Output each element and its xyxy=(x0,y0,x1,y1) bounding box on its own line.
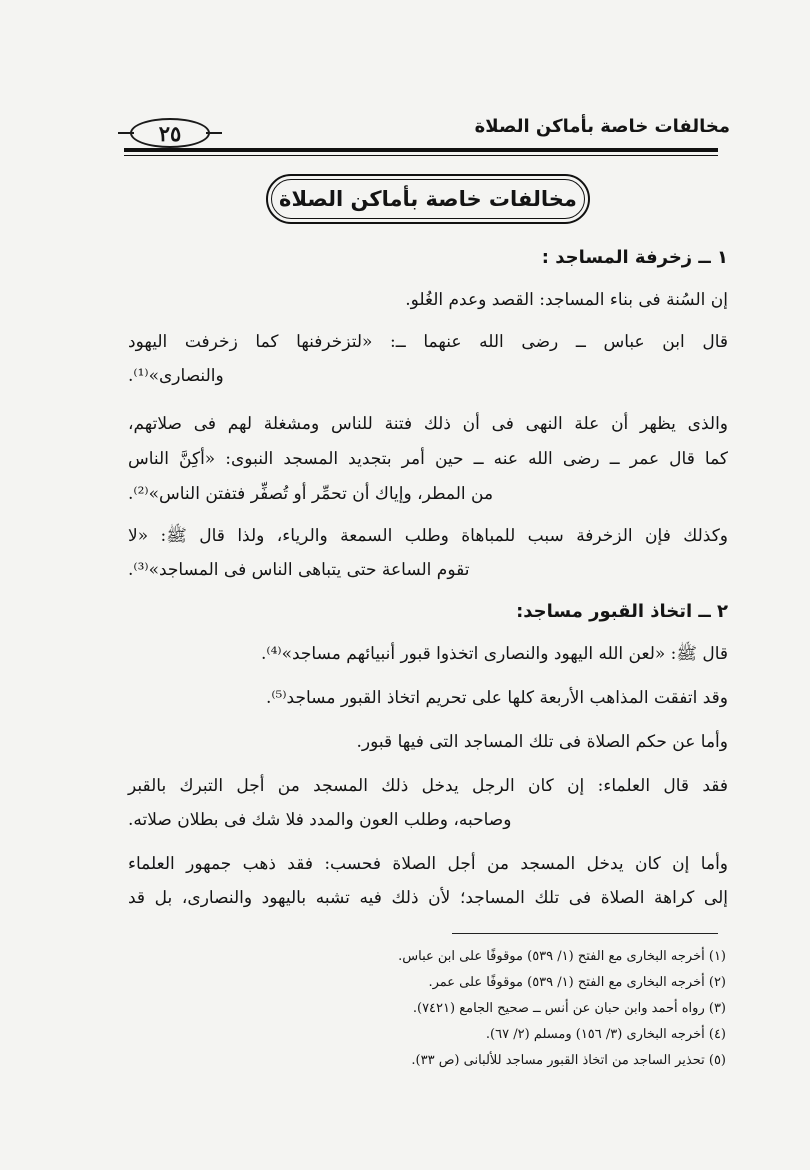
footnote: (٥) تحذير الساجد من اتخاذ القبور مساجد للألبانى (ص ٣٣). xyxy=(411,1053,726,1068)
page-number xyxy=(130,118,210,148)
paragraph-line: والنصارى»⁽¹⁾. xyxy=(128,366,224,386)
paragraph-line: قال ابن عباس ــ رضى الله عنهما ــ: «لتزخرفنها كما زخرفت اليهود xyxy=(128,332,728,352)
paragraph-line: وأما إن كان يدخل المسجد من أجل الصلاة فحسب: فقد ذهب جمهور العلماء xyxy=(128,854,728,874)
paragraph-line: وأما عن حكم الصلاة فى تلك المساجد التى فيها قبور. xyxy=(356,732,728,752)
paragraph-line: كما قال عمر ــ رضى الله عنه ــ حين أمر بتجديد المسجد النبوى: «أكِنَّ الناس xyxy=(128,449,728,469)
footnote: (٢) أخرجه البخارى مع الفتح (١/ ٥٣٩) موقوفًا على عمر. xyxy=(428,975,726,990)
paragraph-line: وصاحبه، وطلب العون والمدد فلا شك فى بطلان صلاته. xyxy=(128,810,512,830)
footnote: (٤) أخرجه البخارى (٣/ ١٥٦) ومسلم (٢/ ٦٧). xyxy=(485,1027,726,1042)
paragraph-line: إن السُنة فى بناء المساجد: القصد وعدم الغُلو. xyxy=(405,290,728,310)
page-number-text: ٢٥ xyxy=(158,120,182,146)
paragraph-line: تقوم الساعة حتى يتباهى الناس فى المساجد»⁽³⁾. xyxy=(128,560,470,580)
paragraph-line: من المطر، وإياك أن تحمِّر أو تُصفِّر فتفتن الناس»⁽²⁾. xyxy=(128,484,494,504)
footnote: (١) أخرجه البخارى مع الفتح (١/ ٥٣٩) موقوفًا على ابن عباس. xyxy=(398,949,726,964)
footnote-separator xyxy=(452,933,718,934)
paragraph-line: فقد قال العلماء: إن كان الرجل يدخل ذلك المسجد من أجل التبرك بالقبر xyxy=(128,776,728,796)
footnote: (٣) رواه أحمد وابن حبان عن أنس ــ صحيح الجامع (٧٤٢١). xyxy=(412,1001,726,1016)
header-rule-thick xyxy=(124,148,718,152)
running-header: مخالفات خاصة بأماكن الصلاة xyxy=(474,116,730,137)
chapter-title: مخالفات خاصة بأماكن الصلاة xyxy=(279,187,577,211)
section-heading-1: ١ ــ زخرفة المساجد : xyxy=(541,247,728,268)
paragraph-line: إلى كراهة الصلاة فى تلك المساجد؛ لأن ذلك فيه تشبه باليهود والنصارى، بل قد xyxy=(128,888,728,908)
header-rule-thin xyxy=(124,155,718,156)
paragraph-line: والذى يظهر أن علة النهى فى أن ذلك فتنة للناس ومشغلة لهم فى صلاتهم، xyxy=(128,414,728,434)
paragraph-line: قال ﷺ: «لعن الله اليهود والنصارى اتخذوا قبور أنبيائهم مساجد»⁽⁴⁾. xyxy=(260,644,728,664)
paragraph-line: وكذلك فإن الزخرفة سبب للمباهاة وطلب السمعة والرياء، ولذا قال ﷺ: «لا xyxy=(128,526,728,546)
paragraph-line: وقد اتفقت المذاهب الأربعة كلها على تحريم اتخاذ القبور مساجد⁽⁵⁾. xyxy=(265,688,728,708)
chapter-title-frame xyxy=(266,174,590,224)
section-heading-2: ٢ ــ اتخاذ القبور مساجد: xyxy=(516,601,728,622)
